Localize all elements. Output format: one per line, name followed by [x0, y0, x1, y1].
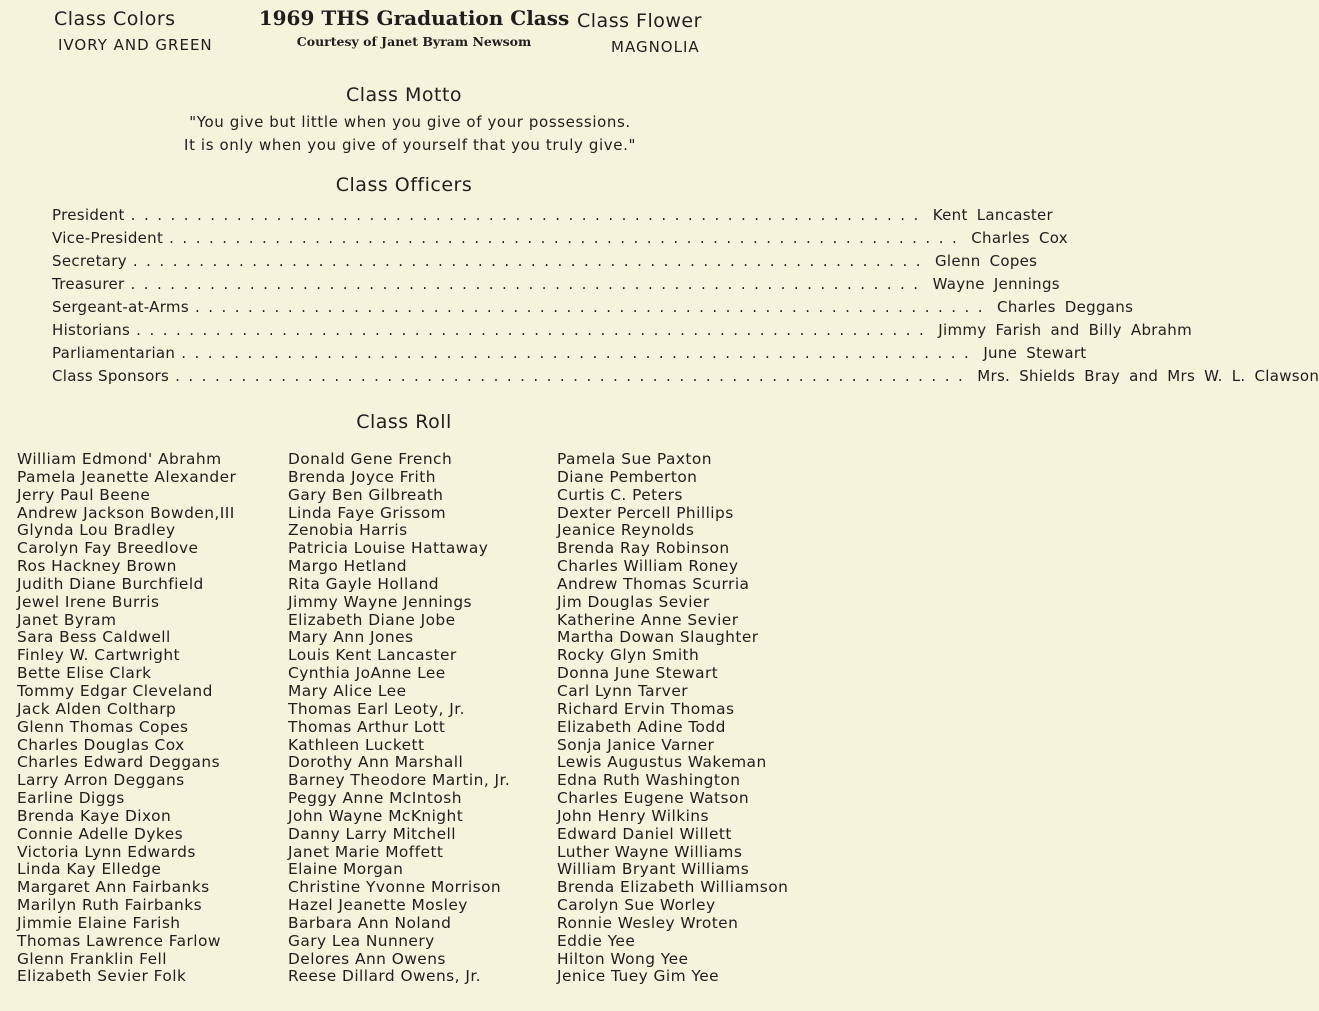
student-name: Glynda Lou Bradley	[17, 521, 176, 540]
student-name: Richard Ervin Thomas	[557, 699, 735, 718]
student-name: Pamela Sue Paxton	[557, 450, 712, 468]
officers-list	[52, 206, 1319, 390]
student-name: Brenda Ray Robinson	[557, 539, 730, 558]
student-name: Edna Ruth Washington	[557, 771, 741, 790]
student-name: Finley W. Cartwright	[17, 646, 181, 665]
student-name: Charles Edward Deggans	[17, 753, 221, 772]
student-name: Barbara Ann Noland	[288, 913, 452, 932]
student-name: Jack Alden Coltharp	[17, 699, 177, 718]
roll-column-1	[17, 451, 236, 986]
student-name: Charles William Roney	[557, 557, 739, 576]
student-name: Thomas Earl Leoty, Jr.	[288, 699, 465, 718]
student-name: Louis Kent Lancaster	[288, 646, 457, 665]
student-name: Sara Bess Caldwell	[17, 628, 171, 647]
class-colors-title: Class Colors	[54, 8, 176, 30]
student-name: Reese Dillard Owens, Jr.	[288, 967, 482, 986]
class-flower-block	[577, 10, 777, 56]
student-name: Bette Elise Clark	[17, 664, 152, 683]
student-name: John Henry Wilkins	[557, 806, 709, 825]
student-name: Jimmie Elaine Farish	[17, 913, 181, 932]
student-name: John Wayne McKnight	[288, 806, 464, 825]
student-name: Lewis Augustus Wakeman	[557, 753, 767, 772]
student-name: Jim Douglas Sevier	[557, 592, 710, 611]
student-name: Margaret Ann Fairbanks	[17, 878, 210, 897]
student-name: Janet Byram	[17, 610, 117, 629]
student-name: Charles Douglas Cox	[17, 735, 185, 754]
student-name: Curtis C. Peters	[557, 485, 683, 504]
officer-name: Charles Deggans	[997, 298, 1134, 316]
student-name: Earline Diggs	[17, 789, 125, 808]
officer-role: Sergeant-at-Arms	[52, 298, 189, 316]
student-name: Connie Adelle Dykes	[17, 824, 184, 843]
student-name: Brenda Elizabeth Williamson	[557, 878, 789, 897]
officer-row	[52, 344, 1087, 367]
student-name: Rocky Glyn Smith	[557, 646, 700, 665]
student-name: Carl Lynn Tarver	[557, 681, 689, 700]
leader-dots: ............................................................	[181, 344, 978, 362]
student-name: Brenda Kaye Dixon	[17, 806, 172, 825]
student-name: William Edmond' Abrahm	[17, 450, 222, 468]
student-name: Judith Diane Burchfield	[17, 574, 204, 593]
page-title-block	[240, 6, 588, 49]
leader-dots: ............................................................	[194, 298, 992, 316]
student-name: Charles Eugene Watson	[557, 789, 750, 808]
officer-name: Jimmy Farish and Billy Abrahm	[938, 321, 1192, 339]
student-name: Andrew Thomas Scurria	[557, 574, 750, 593]
student-name: Patricia Louise Hattaway	[288, 539, 489, 558]
student-name: Diane Pemberton	[557, 467, 698, 486]
officer-role: Vice-President	[52, 229, 164, 247]
officer-role: Class Sponsors	[52, 367, 170, 385]
student-name: Sonja Janice Varner	[557, 735, 715, 754]
courtesy-line: Courtesy of Janet Byram Newsom	[296, 34, 532, 49]
officer-role: Parliamentarian	[52, 344, 176, 362]
class-colors-value: IVORY AND GREEN	[58, 36, 213, 54]
officer-row	[52, 229, 1068, 252]
student-name: Hazel Jeanette Mosley	[288, 896, 468, 915]
roll-heading: Class Roll	[356, 411, 452, 433]
motto-line-2: It is only when you give of yourself that you truly give."	[184, 136, 636, 154]
student-name: Margo Hetland	[288, 557, 408, 576]
student-name: Elizabeth Adine Todd	[557, 717, 726, 736]
officer-role: Historians	[52, 321, 131, 339]
student-name: Janet Marie Moffett	[288, 842, 444, 861]
student-name: Carolyn Fay Breedlove	[17, 539, 199, 558]
leader-dots: ............................................................	[132, 252, 929, 270]
student-name: Mary Alice Lee	[288, 681, 407, 700]
student-name: Eddie Yee	[557, 931, 636, 950]
student-name: Christine Yvonne Morrison	[288, 878, 502, 897]
officer-name: June Stewart	[983, 344, 1087, 362]
student-name: Jenice Tuey Gim Yee	[557, 967, 720, 986]
class-colors-block	[54, 8, 264, 54]
officers-heading: Class Officers	[335, 174, 473, 196]
student-name: Larry Arron Deggans	[17, 771, 185, 790]
student-name: Donald Gene French	[288, 450, 453, 468]
leader-dots: ............................................................	[136, 321, 933, 339]
student-name: Hilton Wong Yee	[557, 949, 689, 968]
student-name: Glenn Thomas Copes	[17, 717, 189, 736]
roll-column-3	[557, 451, 788, 986]
student-name: William Bryant Williams	[557, 860, 750, 879]
student-name: Marilyn Ruth Fairbanks	[17, 896, 203, 915]
class-flower-value: MAGNOLIA	[611, 38, 700, 56]
student-name: Brenda Joyce Frith	[288, 467, 436, 486]
student-name: Andrew Jackson Bowden,III	[17, 503, 235, 522]
student-name: Rita Gayle Holland	[288, 574, 440, 593]
motto-line-1: "You give but little when you give of your possessions.	[189, 113, 631, 131]
student-name: Danny Larry Mitchell	[288, 824, 457, 843]
class-flower-title: Class Flower	[577, 10, 702, 32]
officer-row	[52, 321, 1192, 344]
student-name: Linda Kay Elledge	[17, 860, 162, 879]
student-name: Carolyn Sue Worley	[557, 896, 716, 915]
roll-column-2	[288, 451, 510, 986]
leader-dots: ............................................................	[130, 206, 927, 224]
officer-name: Kent Lancaster	[932, 206, 1054, 224]
officer-role: Secretary	[52, 252, 127, 270]
student-name: Mary Ann Jones	[288, 628, 414, 647]
student-name: Elaine Morgan	[288, 860, 404, 879]
student-name: Kathleen Luckett	[288, 735, 425, 754]
officer-name: Mrs. Shields Bray and Mrs W. L. Clawson	[977, 367, 1319, 385]
student-name: Ronnie Wesley Wroten	[557, 913, 739, 932]
student-name: Donna June Stewart	[557, 664, 719, 683]
motto-heading: Class Motto	[345, 84, 463, 106]
leader-dots: ............................................................	[169, 229, 966, 247]
student-name: Jewel Irene Burris	[17, 592, 160, 611]
student-name: Cynthia JoAnne Lee	[288, 664, 446, 683]
student-name: Gary Ben Gilbreath	[288, 485, 444, 504]
leader-dots: ............................................................	[175, 367, 972, 385]
student-name: Elizabeth Sevier Folk	[17, 967, 187, 986]
student-name: Dorothy Ann Marshall	[288, 753, 464, 772]
officer-name: Wayne Jennings	[932, 275, 1060, 293]
student-name: Peggy Anne McIntosh	[288, 789, 462, 808]
student-name: Delores Ann Owens	[288, 949, 446, 968]
student-name: Thomas Arthur Lott	[288, 717, 446, 736]
student-name: Elizabeth Diane Jobe	[288, 610, 456, 629]
student-name: Zenobia Harris	[288, 521, 408, 540]
officer-name: Glenn Copes	[934, 252, 1038, 270]
student-name: Martha Dowan Slaughter	[557, 628, 759, 647]
student-name: Tommy Edgar Cleveland	[17, 681, 213, 700]
student-name: Glenn Franklin Fell	[17, 949, 168, 968]
student-name: Katherine Anne Sevier	[557, 610, 739, 629]
student-name: Jimmy Wayne Jennings	[288, 592, 473, 611]
student-name: Jerry Paul Beene	[17, 485, 151, 504]
officer-row	[52, 252, 1038, 275]
student-name: Jeanice Reynolds	[557, 521, 695, 540]
motto-text	[100, 111, 720, 157]
officer-name: Charles Cox	[971, 229, 1068, 247]
officer-row	[52, 298, 1134, 321]
officer-role: President	[52, 206, 125, 224]
student-name: Ros Hackney Brown	[17, 557, 177, 576]
officer-row	[52, 206, 1054, 229]
officer-row	[52, 367, 1319, 390]
student-name: Pamela Jeanette Alexander	[17, 467, 237, 486]
page-title: 1969 THS Graduation Class	[258, 6, 570, 30]
student-name: Victoria Lynn Edwards	[17, 842, 196, 861]
student-name: Edward Daniel Willett	[557, 824, 732, 843]
student-name: Dexter Percell Phillips	[557, 503, 734, 522]
officer-role: Treasurer	[52, 275, 125, 293]
student-name: Barney Theodore Martin, Jr.	[288, 771, 511, 790]
student-name: Luther Wayne Williams	[557, 842, 743, 861]
student-name: Linda Faye Grissom	[288, 503, 447, 522]
leader-dots: ............................................................	[130, 275, 927, 293]
student-name: Thomas Lawrence Farlow	[17, 931, 221, 950]
student-name: Gary Lea Nunnery	[288, 931, 435, 950]
officer-row	[52, 275, 1060, 298]
